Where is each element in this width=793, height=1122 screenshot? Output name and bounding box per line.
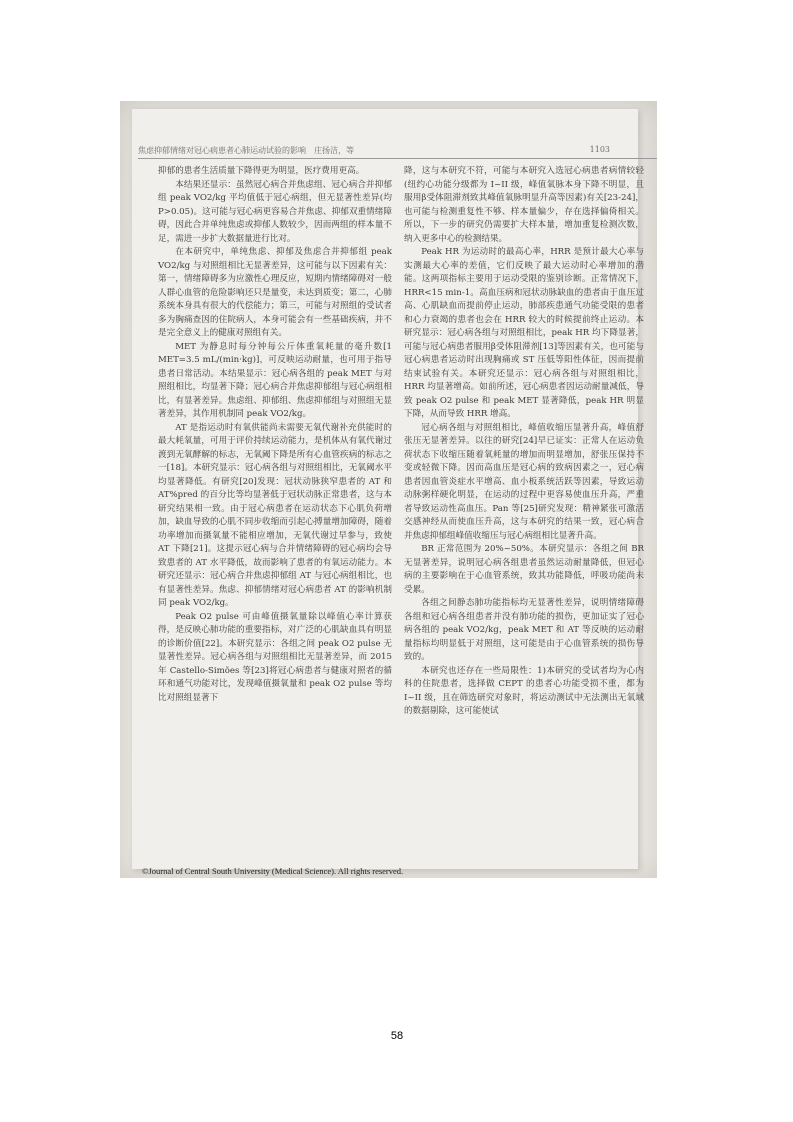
paragraph: 冠心病各组与对照组相比，峰值收缩压显著升高，峰值舒张压无显著差异。以往的研究[24]早已证实：正常人在运动负荷状态下收缩压随着氧耗量的增加而明显增加，舒张压保持不变或轻微下降。因而高血压是冠心病的致病因素之一，冠心病患者因血管炎症水平增高、血小板系统活跃等因素，导致运动动脉粥样硬化明显，在运动的过程中更容易使血压升高，严重者导致运动性高血压。Pan 等[25]研究发现：精神紧张可激活交感神经从而使血压升高，这与本研究的结果一致，冠心病合并焦虑抑郁组峰值收缩压与冠心病组相比显著升高。 bbox=[404, 422, 644, 541]
document-photo bbox=[120, 101, 657, 878]
paragraph: 降，这与本研究不符，可能与本研究入选冠心病患者病情较轻(纽约心功能分级都为 I~II 级，峰值氧脉本身下降不明显，且服用β受体阻滞剂致其峰值氧脉明显升高等因素)有关[23-24]，也可能与检测重复性不够、样本量偏少，存在选择偏倚相关。所以，下一步的研究仍需要扩大样本量，增加重复检测次数，纳入更多中心的检测结果。 bbox=[404, 166, 644, 244]
running-title: 焦虑抑郁情绪对冠心病患者心肺运动试验的影响 庄扬洁，等 bbox=[138, 146, 354, 155]
paragraph: 本结果还显示：虽然冠心病合并焦虑组、冠心病合并抑郁组 peak VO2/kg 平均值低于冠心病组，但无显著性差异(均P>0.05)。这可能与冠心病更容易合并焦虑、抑郁双重情绪障碍，因此合并单纯焦虑或抑郁人数较少，因而两组的样本量不足，需进一步扩大数据量进行比对。 bbox=[158, 179, 392, 244]
paragraph: AT 是指运动时有氧供能尚未需要无氧代谢补充供能时的最大耗氧量，可用于评价持续运动能力，是机体从有氧代谢过渡到无氧酵解的标志，无氧阈下降是所有心血管疾病的标志之一[18]。本研究显示：冠心病各组与对照组相比，无氧阈水平均显著降低。有研究[20]发现：冠状动脉狭窄患者的 AT 和 AT%pred 的百分比等均显著低于冠状动脉正常患者，这与本研究结果相一致。由于冠心病患者在运动状态下心肌负荷增加，缺血导致的心肌不同步收缩而引起心搏量增加障碍，随着功率增加而摄氧量不能相应增加，无氧代谢过早参与，致使 AT 下降[21]。这提示冠心病与合并情绪障碍的冠心病均会导致患者的 AT 水平降低，故而影响了患者的有氧运动能力。本研究还显示：冠心病合并焦虑抑郁组 AT 与冠心病组相比，也有显著性差异。焦虑、抑郁情绪对冠心病患者 AT 的影响机制同 peak VO2/kg。 bbox=[158, 422, 392, 608]
paragraph: Peak HR 为运动时的最高心率，HRR 是预计最大心率与实测最大心率的差值，它们反映了最大运动时心率增加的潜能。这两项指标主要用于运动受限的鉴别诊断。正常情况下，HRR<15 min-1。高血压病和冠状动脉缺血的患者由于血压过高、心肌缺血而提前停止运动，肺部疾患通气功能受限的患者和心力衰竭的患者也会在 HRR 较大的时候提前终止运动。本研究显示：冠心病各组与对照组相比，peak HR 均下降显著，可能与冠心病患者服用β受体阻滞剂[13]等因素有关，也可能与冠心病患者运动时出现胸痛或 ST 压低等阳性体征，因而提前结束试验有关。本研究还显示：冠心病各组与对照组相比，HRR 均显著增高。如前所述，冠心病患者因运动耐量减低，导致 peak O2 pulse 和 peak MET 显著降低，peak HR 明显下降，从而导致 HRR 增高。 bbox=[404, 247, 644, 419]
paragraph: 抑郁的患者生活质量下降得更为明显，医疗费用更高。 bbox=[158, 166, 365, 176]
journal-page-number: 1103 bbox=[589, 145, 610, 154]
paragraph: BR 正常范围为 20%~50%。本研究显示：各组之间 BR 无显著差异，说明冠心病各组患者虽然运动耐量降低，但冠心病的主要影响在于心血管系统，致其功能降低，呼吸功能尚未受累。 bbox=[404, 544, 644, 595]
paragraph: 在本研究中，单纯焦虑、抑郁及焦虑合并抑郁组 peak VO2/kg 与对照组相比无显著差异，这可能与以下因素有关：第一，情绪障碍多为应激性心理反应，短期内情绪障碍对一般人群心血管的危险影响还只是量变，未达到质变；第二，心肺系统本身具有很大的代偿能力；第三，可能与对照组的受试者多为胸痛查因的住院病人，本身可能会有一些基础疾病，并不是完全意义上的健康对照组有关。 bbox=[158, 247, 392, 338]
left-text-column bbox=[158, 165, 392, 705]
journal-page bbox=[132, 109, 644, 876]
paragraph: MET 为静息时每分钟每公斤体重氧耗量的毫升数[1 MET=3.5 mL/(min·kg)]，可反映运动耐量，也可用于指导患者日常活动。本结果显示：冠心病各组的 peak MET 与对照组相比，均显著下降；冠心病合并焦虑抑郁组与冠心病组相比，有显著差异。焦虑组、抑郁组、焦虑抑郁组与对照组无显著差异，其作用机制同 peak VO2/kg。 bbox=[158, 341, 392, 419]
paragraph: 各组之间静态肺功能指标均无显著性差异，说明情绪障碍各组和冠心病各组患者并没有肺功能的损伤，更加证实了冠心病各组的 peak VO2/kg，peak MET 和 AT 等反映的运动耐量指标均明显低于对照组，这可能是由于心血管系统的损伤导致的。 bbox=[404, 598, 644, 662]
running-header bbox=[138, 145, 657, 159]
paragraph: 本研究也还存在一些局限性：1)本研究的受试者均为心内科的住院患者，选择做 CEPT 的患者心功能受损不重，都为 I~II 级，且在筛选研究对象时，将运动测试中无法测出无氧域的数据剔除，这可能使试 bbox=[404, 665, 644, 716]
pdf-page-number: 58 bbox=[390, 1030, 404, 1042]
right-text-column bbox=[404, 165, 644, 719]
paragraph: Peak O2 pulse 可由峰值摄氧量除以峰值心率计算获得，是反映心肺功能的重要指标，对广泛的心肌缺血具有明显的诊断价值[22]。本研究显示：各组之间 peak O2 pulse 无显著性差异。冠心病各组与对照组相比无显著差异，而 2015 年 Castello-Simões 等[23]将冠心病患者与健康对照者的循环和通气功能对比，发现峰值摄氧量和 peak O2 pulse 等均比对照组显著下 bbox=[158, 611, 392, 703]
copyright-notice: ©Journal of Central South University (Medical Science). All rights reserved. bbox=[142, 866, 404, 876]
